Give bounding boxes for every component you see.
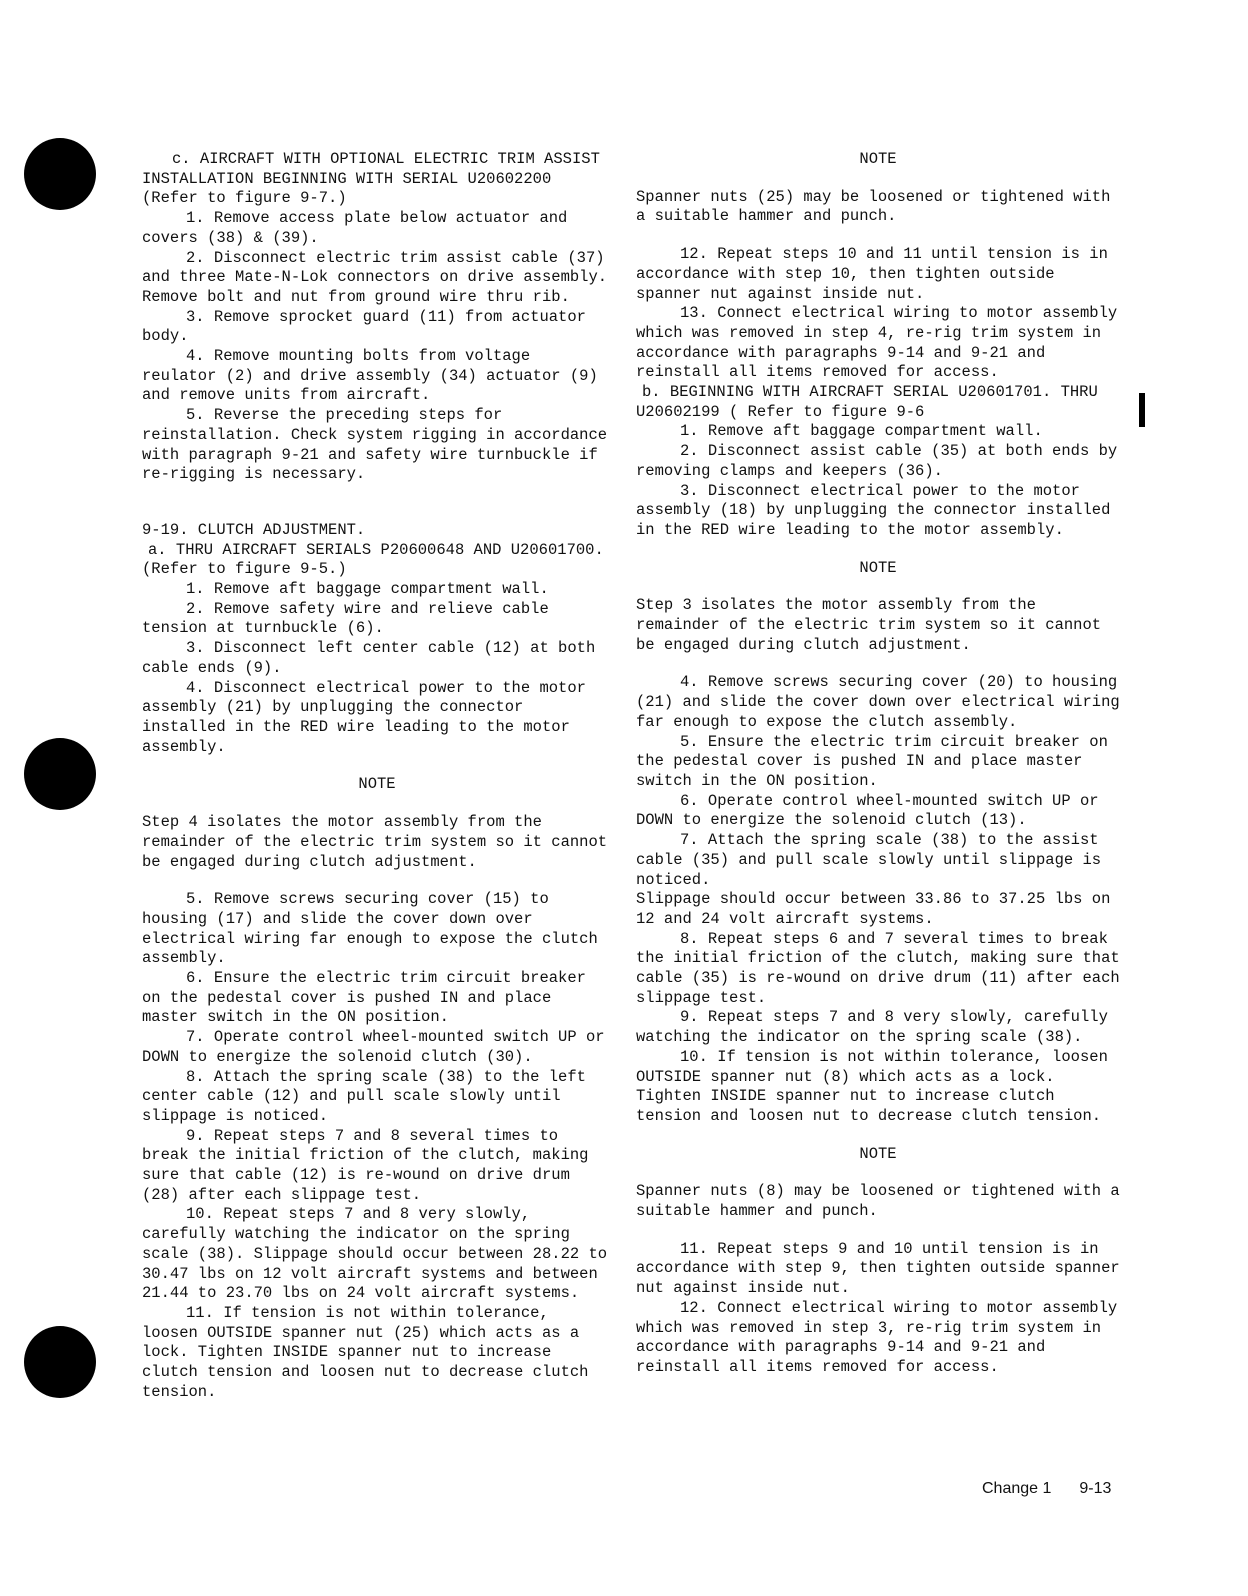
step: 2. Disconnect assist cable (35) at both ends by removing clamps and keepers (36). bbox=[636, 442, 1118, 480]
step: 3. Disconnect electrical power to the motor assembly (18) by unplugging the connector installed in the RED wire leading to the motor assembly. bbox=[636, 481, 1111, 539]
page-number: 9-13 bbox=[1079, 1480, 1112, 1497]
change-bar bbox=[1139, 393, 1145, 427]
step: 5. Reverse the preceding steps for reinstallation. Check system rigging in accordance with paragraph 9-21 and safety wire turnbuckle if re-rigging is necessary. bbox=[142, 406, 608, 484]
step: 13. Connect electrical wiring to motor assembly which was removed in step 4, re-rig trim system in accordance with paragraphs 9-14 and 9-21 and reinstall all items removed for access. bbox=[636, 304, 1118, 382]
left-column bbox=[142, 150, 612, 1402]
step: 10. Repeat steps 7 and 8 very slowly, carefully watching the indicator on the spring scale (38). Slippage should occur between 28.22 to 30.47 lbs on 12 volt aircraft systems and between 21.44 to 23.70 lbs on 24 volt aircraft systems. bbox=[142, 1205, 608, 1303]
step: 7. Attach the spring scale (38) to the assist cable (35) and pull scale slowly until slippage is noticed. bbox=[636, 831, 1102, 889]
step: 3. Disconnect left center cable (12) at both cable ends (9). bbox=[142, 639, 596, 677]
step: 6. Operate control wheel-mounted switch UP or DOWN to energize the solenoid clutch (13). bbox=[636, 791, 1099, 830]
binder-hole-top bbox=[24, 138, 96, 210]
change-label: Change 1 bbox=[982, 1480, 1052, 1497]
slippage-spec: Slippage should occur between 33.86 to 37.25 lbs on 12 and 24 volt aircraft systems. bbox=[636, 890, 1111, 928]
step: 4. Remove mounting bolts from voltage reulator (2) and drive assembly (34) actuator (9) and remove units from aircraft. bbox=[142, 347, 598, 405]
note-title: NOTE bbox=[859, 1144, 897, 1163]
section-c-heading: c. AIRCRAFT WITH OPTIONAL ELECTRIC TRIM ASSIST INSTALLATION BEGINNING WITH SERIAL U20602200 (Refer to figure 9-7.) bbox=[142, 150, 600, 208]
step: 10. If tension is not within tolerance, loosen OUTSIDE spanner nut (8) which acts as a lock. Tighten INSIDE spanner nut to increase clutch tension and loosen nut to decrease clutch tension. bbox=[636, 1047, 1108, 1125]
step: 2. Remove safety wire and relieve cable tension at turnbuckle (6). bbox=[142, 599, 549, 638]
sub-b-heading: b. BEGINNING WITH AIRCRAFT SERIAL U20601701. THRU U20602199 ( Refer to figure 9-6 bbox=[636, 383, 1098, 421]
step: 3. Remove sprocket guard (11) from actuator body. bbox=[142, 307, 586, 346]
section-title: 9-19. CLUTCH ADJUSTMENT. bbox=[142, 520, 366, 539]
right-column bbox=[636, 150, 1120, 1378]
step: 4. Disconnect electrical power to the motor assembly (21) by unplugging the connector installed in the RED wire leading to the motor assembly. bbox=[142, 678, 586, 756]
step: 5. Ensure the electric trim circuit breaker on the pedestal cover is pushed IN and place master switch in the ON position. bbox=[636, 732, 1108, 790]
step: 12. Connect electrical wiring to motor assembly which was removed in step 3, re-rig trim system in accordance with paragraphs 9-14 and 9-21 and reinstall all items removed for access. bbox=[636, 1298, 1118, 1376]
step: 1. Remove access plate below actuator and covers (38) & (39). bbox=[142, 209, 568, 247]
step: 8. Attach the spring scale (38) to the left center cable (12) and pull scale slowly until slippage is noticed. bbox=[142, 1067, 586, 1125]
step: 4. Remove screws securing cover (20) to housing (21) and slide the cover down over electrical wiring far enough to expose the clutch assembly. bbox=[636, 673, 1120, 731]
step: 9. Repeat steps 7 and 8 very slowly, carefully watching the indicator on the spring scale (38). bbox=[636, 1008, 1108, 1047]
note-title: NOTE bbox=[859, 558, 897, 577]
note-title: NOTE bbox=[358, 775, 396, 794]
binder-hole-bottom bbox=[24, 1326, 96, 1398]
binder-hole-middle bbox=[24, 738, 96, 810]
step: 9. Repeat steps 7 and 8 several times to break the initial friction of the clutch, making sure that cable (12) is re-wound on drive drum (28) after each slippage test. bbox=[142, 1126, 589, 1204]
note-title: NOTE bbox=[859, 150, 897, 168]
step: 11. Repeat steps 9 and 10 until tension is in accordance with step 9, then tighten outside spanner nut against inside nut. bbox=[636, 1239, 1120, 1298]
step: 12. Repeat steps 10 and 11 until tension is in accordance with step 10, then tighten outside spanner nut against inside nut. bbox=[636, 245, 1108, 303]
step: 2. Disconnect electric trim assist cable (37) and three Mate-N-Lok connectors on drive assembly. Remove bolt and nut from ground wire thru rib. bbox=[142, 248, 608, 306]
step: 5. Remove screws securing cover (15) to housing (17) and slide the cover down over electrical wiring far enough to expose the clutch assembly. bbox=[142, 890, 598, 968]
sub-a-heading: a. THRU AIRCRAFT SERIALS P20600648 AND U20601700. (Refer to figure 9-5.) bbox=[142, 540, 604, 579]
step: 6. Ensure the electric trim circuit breaker on the pedestal cover is pushed IN and place master switch in the ON position. bbox=[142, 969, 586, 1027]
step: 11. If tension is not within tolerance, loosen OUTSIDE spanner nut (25) which acts as a lock. Tighten INSIDE spanner nut to increase clutch tension and loosen nut to decrease clutch tension. bbox=[142, 1303, 589, 1401]
step: 1. Remove aft baggage compartment wall. bbox=[186, 580, 549, 599]
step: 8. Repeat steps 6 and 7 several times to break the initial friction of the clutch, making sure that cable (35) is re-wound on drive drum (11) after each slippage test. bbox=[636, 929, 1120, 1007]
step: 1. Remove aft baggage compartment wall. bbox=[680, 422, 1043, 441]
note-text: Spanner nuts (25) may be loosened or tightened with a suitable hammer and punch. bbox=[636, 187, 1111, 226]
note-text: Step 3 isolates the motor assembly from the remainder of the electric trim system so it cannot be engaged during clutch adjustment. bbox=[636, 596, 1102, 654]
step: 7. Operate control wheel-mounted switch UP or DOWN to energize the solenoid clutch (30). bbox=[142, 1028, 605, 1066]
note-text: Spanner nuts (8) may be loosened or tightened with a suitable hammer and punch. bbox=[636, 1182, 1120, 1221]
page-footer bbox=[982, 1480, 1139, 1498]
note-text: Step 4 isolates the motor assembly from the remainder of the electric trim system so it cannot be engaged during clutch adjustment. bbox=[142, 813, 608, 871]
